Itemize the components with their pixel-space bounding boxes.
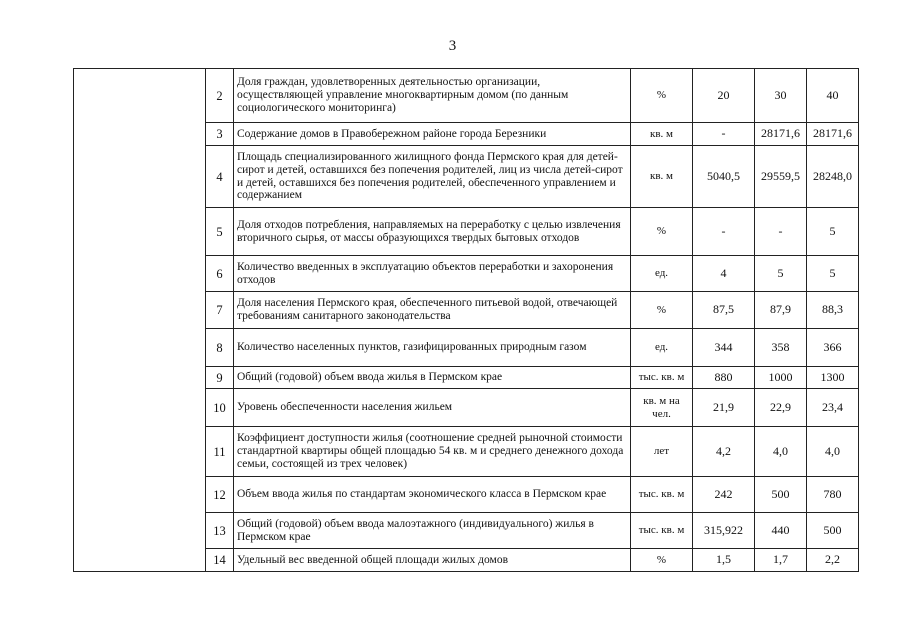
row-description: Доля граждан, удовлетворенных деятельностью организации, осуществляющей управление многоквартирным домом (по данным социологического мониторинга) bbox=[234, 69, 631, 123]
row-unit: лет bbox=[631, 427, 693, 477]
row-value-1: - bbox=[693, 123, 755, 146]
row-number: 10 bbox=[206, 389, 234, 427]
indicators-table bbox=[73, 68, 859, 572]
row-number: 11 bbox=[206, 427, 234, 477]
row-number: 3 bbox=[206, 123, 234, 146]
row-description: Доля населения Пермского края, обеспеченного питьевой водой, отвечающей требованиям санитарного законодательства bbox=[234, 292, 631, 329]
row-value-3: 23,4 bbox=[807, 389, 859, 427]
row-value-2: 1000 bbox=[755, 367, 807, 389]
row-value-2: 87,9 bbox=[755, 292, 807, 329]
row-value-1: 20 bbox=[693, 69, 755, 123]
row-value-3: 780 bbox=[807, 477, 859, 513]
row-description: Количество введенных в эксплуатацию объектов переработки и захоронения отходов bbox=[234, 256, 631, 292]
row-value-2: 30 bbox=[755, 69, 807, 123]
row-value-2: 358 bbox=[755, 329, 807, 367]
row-unit: тыс. кв. м bbox=[631, 477, 693, 513]
row-value-2: 440 bbox=[755, 513, 807, 549]
row-description: Общий (годовой) объем ввода малоэтажного (индивидуального) жилья в Пермском крае bbox=[234, 513, 631, 549]
row-value-2: 29559,5 bbox=[755, 146, 807, 208]
row-value-2: 1,7 bbox=[755, 549, 807, 572]
row-unit: тыс. кв. м bbox=[631, 513, 693, 549]
row-number: 2 bbox=[206, 69, 234, 123]
row-description: Содержание домов в Правобережном районе города Березники bbox=[234, 123, 631, 146]
row-value-1: 344 bbox=[693, 329, 755, 367]
row-value-2: 500 bbox=[755, 477, 807, 513]
row-number: 5 bbox=[206, 208, 234, 256]
row-value-3: 500 bbox=[807, 513, 859, 549]
row-value-2: - bbox=[755, 208, 807, 256]
row-value-3: 40 bbox=[807, 69, 859, 123]
row-unit: % bbox=[631, 549, 693, 572]
row-unit: ед. bbox=[631, 256, 693, 292]
row-number: 12 bbox=[206, 477, 234, 513]
row-value-1: 21,9 bbox=[693, 389, 755, 427]
row-unit: % bbox=[631, 208, 693, 256]
row-unit: % bbox=[631, 292, 693, 329]
row-value-3: 4,0 bbox=[807, 427, 859, 477]
row-value-2: 5 bbox=[755, 256, 807, 292]
row-number: 4 bbox=[206, 146, 234, 208]
row-value-1: 5040,5 bbox=[693, 146, 755, 208]
row-unit: тыс. кв. м bbox=[631, 367, 693, 389]
row-number: 8 bbox=[206, 329, 234, 367]
page-number: 3 bbox=[448, 38, 457, 54]
row-description: Количество населенных пунктов, газифицированных природным газом bbox=[234, 329, 631, 367]
row-unit: кв. м bbox=[631, 146, 693, 208]
row-description: Коэффициент доступности жилья (соотношение средней рыночной стоимости стандартной квартиры общей площадью 54 кв. м и среднего денежного дохода семьи, состоящей из трех человек) bbox=[234, 427, 631, 477]
row-value-3: 28171,6 bbox=[807, 123, 859, 146]
row-value-3: 1300 bbox=[807, 367, 859, 389]
row-unit: кв. м bbox=[631, 123, 693, 146]
row-description: Объем ввода жилья по стандартам экономического класса в Пермском крае bbox=[234, 477, 631, 513]
row-unit: % bbox=[631, 69, 693, 123]
row-value-1: 880 bbox=[693, 367, 755, 389]
row-value-1: 315,922 bbox=[693, 513, 755, 549]
row-description: Доля отходов потребления, направляемых на переработку с целью извлечения вторичного сырья, от массы образующихся твердых бытовых отходов bbox=[234, 208, 631, 256]
row-value-1: 1,5 bbox=[693, 549, 755, 572]
row-value-3: 2,2 bbox=[807, 549, 859, 572]
row-value-1: 242 bbox=[693, 477, 755, 513]
row-number: 7 bbox=[206, 292, 234, 329]
row-description: Уровень обеспеченности населения жильем bbox=[234, 389, 631, 427]
row-unit: кв. м на чел. bbox=[631, 389, 693, 427]
row-value-3: 88,3 bbox=[807, 292, 859, 329]
row-value-2: 28171,6 bbox=[755, 123, 807, 146]
blank-column-cell bbox=[74, 69, 206, 572]
row-number: 14 bbox=[206, 549, 234, 572]
row-value-1: 87,5 bbox=[693, 292, 755, 329]
row-description: Общий (годовой) объем ввода жилья в Пермском крае bbox=[234, 367, 631, 389]
row-number: 9 bbox=[206, 367, 234, 389]
row-value-3: 366 bbox=[807, 329, 859, 367]
row-value-1: 4 bbox=[693, 256, 755, 292]
row-value-3: 5 bbox=[807, 256, 859, 292]
table-body bbox=[74, 69, 859, 572]
row-value-1: 4,2 bbox=[693, 427, 755, 477]
row-unit: ед. bbox=[631, 329, 693, 367]
row-number: 13 bbox=[206, 513, 234, 549]
row-description: Площадь специализированного жилищного фонда Пермского края для детей-сирот и детей, оставшихся без попечения родителей, лиц из числа детей-сирот и детей, оставшихся без попечения родителей, обеспеченного управлением и содержанием bbox=[234, 146, 631, 208]
row-value-3: 5 bbox=[807, 208, 859, 256]
table-row bbox=[74, 69, 859, 123]
row-number: 6 bbox=[206, 256, 234, 292]
row-value-2: 4,0 bbox=[755, 427, 807, 477]
row-value-3: 28248,0 bbox=[807, 146, 859, 208]
row-description: Удельный вес введенной общей площади жилых домов bbox=[234, 549, 631, 572]
row-value-2: 22,9 bbox=[755, 389, 807, 427]
row-value-1: - bbox=[693, 208, 755, 256]
